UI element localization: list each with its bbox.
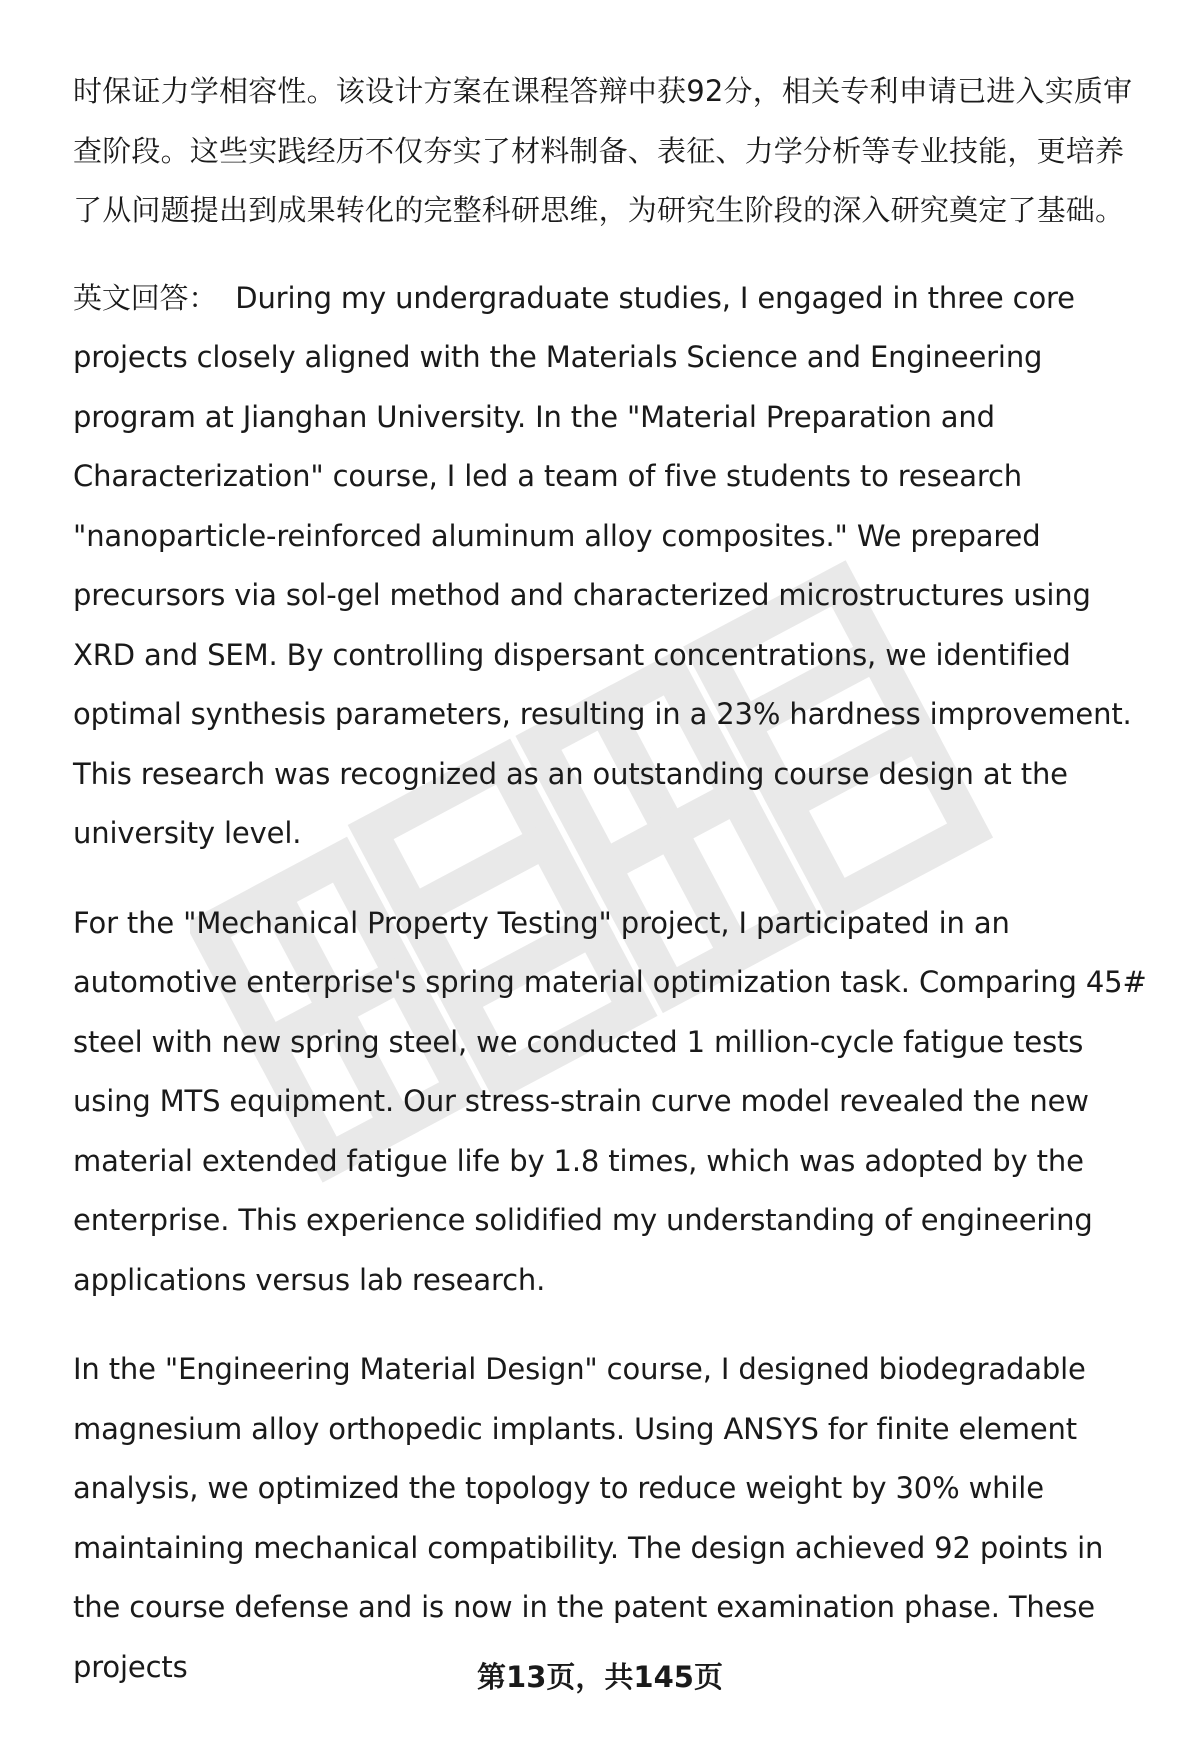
page-number-footer: 第13页，共145页 bbox=[477, 1660, 723, 1694]
paragraph-text: During my undergraduate studies, I engaged in three core projects closely aligned with the Materials Science and Engineering program at Jianghan University. In the "Material Preparation and Characterization" course, I led a team of five students to research "nanoparticle-reinforced aluminum alloy composites." We prepared precursors via sol-gel method and characterized microstructures using XRD and SEM. By controlling dispersant concentrations, we identified optimal synthesis parameters, resulting in a 23% hardness improvement. This research was recognized as an outstanding course design at the university level. bbox=[73, 280, 1132, 850]
paragraph-chinese-continuation bbox=[73, 62, 1153, 241]
paragraph-mechanical-testing bbox=[73, 894, 1153, 1311]
paragraph-material-design bbox=[73, 1340, 1153, 1697]
paragraph-text: 时保证力学相容性。该设计方案在课程答辩中获92分，相关专利申请已进入实质审查阶段。这些实践经历不仅夯实了材料制备、表征、力学分析等专业技能，更培养了从问题提出到成果转化的完整科研思维，为研究生阶段的深入研究奠定了基础。 bbox=[73, 74, 1133, 227]
document-body bbox=[73, 62, 1153, 1727]
paragraph-english-answer-intro bbox=[73, 269, 1153, 864]
answer-label: 英文回答： bbox=[73, 280, 218, 315]
paragraph-text: For the "Mechanical Property Testing" project, I participated in an automotive enterprise's spring material optimization task. Comparing 45# steel with new spring steel, we conducted 1 million-cycle fatigue tests using MTS equipment. Our stress-strain curve model revealed the new material extended fatigue life by 1.8 times, which was adopted by the enterprise. This experience solidified my understanding of engineering applications versus lab research. bbox=[73, 905, 1147, 1297]
paragraph-text: In the "Engineering Material Design" course, I designed biodegradable magnesium alloy orthopedic implants. Using ANSYS for finite element analysis, we optimized the topology to reduce weight by 30% while maintaining mechanical compatibility. The design achieved 92 points in the course defense and is now in the patent examination phase. These projects bbox=[73, 1352, 1104, 1684]
